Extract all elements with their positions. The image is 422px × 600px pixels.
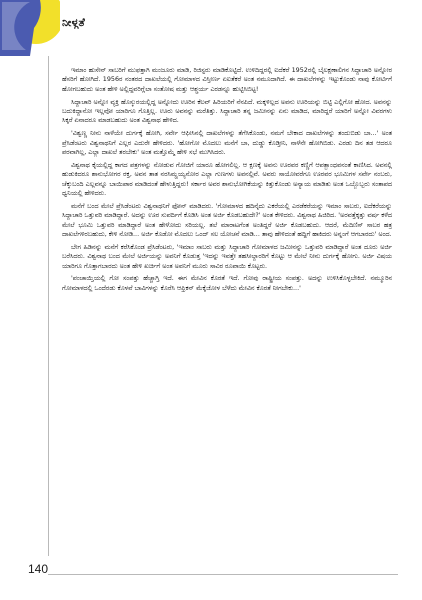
page-number: 140: [28, 562, 49, 576]
paragraph: ಮನೆಗೆ ಬಂದ ಮೇಲೆ ಪ್ರೆಸಿಡೆಂಟರು ವಿಶ್ವನಾಥನಿಗೆ ಫೋನ್ ಮಾಡಿದರು. 'ಗೋಮಾಳದ ಹದಿನೈದು ಎಕರೆಯಲ್ಲಿ ಎರಡೆಕರೆಯನ್ನು ಇಮಾಂ ಸಾಬರು, ಐದೆಕರೆಯನ್ನು ಸಿದ್ದಾಚಾರಿ ಒತ್ತುವರಿ ಮಾಡಿದ್ದಾರೆ. ಅದನ್ನು ಊರ ಸುಪರ್ದಿಗೆ ಕೊಡಿಸಿ ಅಂತ ಅರ್ಜಿ ಕೊಡಬಹುದೇ?' ಅಂತ ಕೇಳಿದರು. ವಿಶ್ವನಾಥ ಹಿಜಿರಿದ. 'ಅರವತ್ತೆಕ್ಕತ್ತು ವರ್ಷ ಕಳೆದ ಮೇಲೆ ಭೂಮಿ ಒತ್ತುವರಿ ಮಾಡಿದ್ದಾರೆ ಅಂತ ಹೇಳೋದು ಸರಿಯಲ್ಲ. ತಲೆ ಮಾರಾಟಗೆಂತ ಅಂತಿದ್ದರೆ ಅರ್ಜಿ ಕೊಡಬಹುದು. ಆದರೆ, ಮೆದಿಣಿಸ್ ಸಾಬರ ಹತ್ರ ದಾಖಲೆಗಳಿರಬಹುದು, ಕೇಳಿ ನೋಡಿ... ಅರ್ಜಿ ಕೊಡೋ ಮೊದಲು ಒಂದ್ ಸಲ ಯೋಚನೆ ಮಾಡಿ... ತಾವು ಹೇಳಿದಂತೆ ಹದ್ದಿಗೆ ಹಾಕಿದರು ಅನ್ನಂಗೆ ಆಗಬಾರದು' ಅಂದ.: [62, 201, 392, 238]
left-margin-rule: [48, 56, 49, 556]
paragraph: ವಿಶ್ವನಾಥ ಕೈಯಲ್ಲಿದ್ದ ಕಾಗದ ಪತ್ರಗಳನ್ನು ನೋಡುವ ಗೋಜಿಗೆ ಯಾರೂ ಹೋಗಲಿಲ್ಲ. ಆ ಕ್ಷಣಕ್ಕೆ ಅವನು ಊರವರ ಕಣ್ಣಿಗೆ ಆಪತ್ಬಾಂಧವನಂತೆ ಕಾಣಿಸಿದ. ಅವನಲ್ಲಿ ಹುಡುಕಿದರೂ ಶಾನುಭೋಗರ ರಕ್ತ, ಅವನ ತಾತ ನರಸಿಮ್ಹಯ್ಯನೋರ ಎಲ್ಲಾ ಗುಣಗಳು ಅವನಲ್ಲಿವೆ. ಅವರು ಸಾಯೋವರೆಗೂ ಊರವರ ಭೂಮಿಗಳ ಸರ್ವೇ ನಂಬರು, ಚೆಕ್ಕುಬಂದಿ ಎಲ್ಲವನ್ನೂ ಬಾಯಿಪಾಠ ಮಾಡಿದಂತೆ ಹೇಳುತ್ತಿದ್ದರು! ಸರ್ಕಾರ ಅವರ ಶಾನುಭೋಗಿಕೆಯನ್ನು ಕಿತ್ತುಕೊಂಡು ಅನ್ಯಾಯ ಮಾಡಿತು ಅಂತ ಒಬ್ಬೊಬ್ಬರು ಸಂತಾಪದ ಧ್ವನಿಯಲ್ಲಿ ಹೇಳಿದರು.: [62, 160, 392, 197]
page-header-title: ನೀಳ್ಗತೆ: [62, 16, 86, 29]
paragraph: ಸಿದ್ದಾಚಾರಿ ಅನ್ನೋ ವ್ಯಕ್ತಿ ಹೊಸ್ಕುರಯಲ್ಲಿದ್ದ ಅನ್ನೋದು ಊರಿನ ಕೆಲವ್ ಹಿರಿಯರಿಗೆ ನೆನಪಿದೆ. ಮಕ್ಕಳಿಲ್ಲದ ಅವನು ಊರಿಯನ್ನು ಬಿಟ್ಟಿ ಎಲ್ಲಿಗೋ ಹೋದ. ಅವನನ್ನು ಬದುಕಿದ್ದಾನೋ ಇಲ್ಲವೋ ಯಾರಿಗೂ ಗೊತ್ತಿಲ್ಲ. ಊರು ಅವನನ್ನು ಮರೆತಿತ್ತು. ಸಿದ್ದಾಚಾರಿ ತನ್ನ ಜಮೀನನ್ನು ಏನು ಮಾಡಿದ, ಮಾರಿದ್ದರೆ ಯಾರಿಗೆ ಅನ್ನೋ ವಿವರಗಳು ಸಿಕ್ಕರೆ ಏನಾದರೂ ಮಾಡಬಹುದು ಅಂತ ವಿಶ್ವನಾಥ ಹೇಳಿದ.: [62, 97, 392, 125]
bottom-rule: [48, 574, 398, 575]
paragraph: ಇಮಾಂ ಹುಸೇನ್ ಸಾಬರಿಗೆ ಮುಫತ್ತಾಗಿ ಮಂಜೂರು ಮಾಡಿ, ರಿಜಿಸ್ಟರು ಮಾಡಿಕೊಟ್ಟಿದೆ. ಉಳಿದಿದ್ದರಲ್ಲಿ ಐದೆಕರೆ 1952ರಲ್ಲಿ ಬೈಲಕ್ಷಣಾಲಿಗನ ಸಿದ್ದಾಚಾರಿ ಅನ್ನೋರ ಹೆಸರಿಗೆ ಹೋಗಿದೆ. 1956ರ ನಂತರದ ದಾಖಲೆಯಲ್ಲಿ ಗೋಮಾಳದ ವಿಸ್ತೀರ್ಣ ಏಐತೆಕರೆ ಅಂತ ನಮೂದಾಗಿದೆ. ಈ ದಾಖಲೆಗಳನ್ನು ಇಟ್ಟುಕೊಂಡು ನಾವು ಕೋರ್ಟಿಗೆ ಹೋಗಬಹುದು ಅಂತ ಹೇಳಿ ಅಲ್ಲಿದ್ದವರಿಗ್ಲೆಲಾ ಸಂತೋಷ ಮತ್ತು ಆಶ್ಚರ್ಯ ಎರಡನ್ನೂ ಹುಟ್ಟಿಸಿಬಿಟ್ಟ!: [62, 66, 392, 93]
corner-decoration: [0, 0, 60, 56]
body-text: [62, 66, 392, 562]
paragraph: ಬೇಗ ಹಿಡಿನನ್ನು ಮನೆಗೆ ಕರೆಸಿಕೊಂಡ ಪ್ರೆಸಿಡೆಂಟರು, 'ಇಮಾಂ ಸಾಬರು ಮತ್ತು ಸಿದ್ದಾಚಾರಿ ಗೋಮಾಳದ ಜಮೀನನ್ನು ಒತ್ತುವರಿ ಮಾಡಿದ್ದಾರೆ ಅಂತ ದೂರು ಅರ್ಜಿ ಬರೆಸಿದರು. ವಿಶ್ವನಾಥ ಬಂದ ಮೇಲೆ ಅರ್ಜಿಯನ್ನು ಅವನಿಗೆ ಕೊಡುತ್ತ 'ಇದನ್ನು ಇವತ್ತೇ ತಹಸೀಲ್ದಾರರಿಗೆ ಕೊಟ್ಟು ಆ ಮೇಲೆ ನೀನು ದುರ್ಗಕ್ಕೆ ಹೋಗು. ಅರ್ಜಿ ವಿಷಯ ಯಾರಿಗೂ ಗೊತ್ತಾಗಬಾರದು ಅಂತ ಹೇಳಿ ಖರ್ಚಿಗೆ ಅಂತ ಅವನಿಗೆ ಮೂರು ಸಾವಿರ ರೂಪಾಯಿ ಕೊಟ್ಟರು.: [62, 242, 392, 270]
paragraph: 'ವಿಶ್ವಣ್ಣ ನೀನು ನಾಳೆಯೇ ದುರ್ಗಕ್ಕೆ ಹೋಗಿ, ಸರ್ವೇ ಆಫೀಸಿನಲ್ಲಿ ದಾಖಲೆಗಳನ್ನು ತೆಗೆಸಿಕೊಂಡು, ನಮಗೆ ಬೇಕಾದ ದಾಖಲೆಗಳನ್ನು ತಂದುಬಿಡು ಬಾ...' ಅಂತ ಪ್ರೆಸಿಡೆಂಟರು ವಿಶ್ವನಾಥನಿಗೆ ಎಲ್ಲರ ಎದುರೇ ಹೇಳಿದರು. 'ಹೋಗೋ ಮೊದಲು ಮನೆಗೆ ಬಾ, ದುಡ್ಡು ಕೊಡ್ತೀನಿ, ನಾಳೆನೇ ಹೋಗಿಬಿಡು. ಎರಡು ದಿನ ತಡ ಆದರೂ ಪರವಾಗಿಲ್ಲ, ಎಲ್ಲಾ ದಾಖಲೆ ತರಬೇಕು' ಅಂತ ಮತ್ತೊಮ್ಮೆ ಹೇಳಿ ಸಭೆ ಮುಗಿಸಿದರು.: [62, 129, 392, 156]
paragraph: 'ಪಂಚಾಯ್ತಿಯಲ್ಲಿ ಗೋ ಸಂಪತ್ತು ಹೆಚ್ಚಾಗ್ತಿ ಇದೆ. ಈಗ ಮೇವಿನ ಕೊರತೆ ಇದೆ. ಗೋವು ರಾಷ್ಟ್ರೀಯ ಸಂಪತ್ತು. ಅದನ್ನು ಉಳಿಸಿಕೊಳ್ಳಬೇಕಿದೆ. ನಮ್ಮೂರಿನ ಗೋಮಾಳದಲ್ಲಿ ಒಂದೆರಡು ಕೊಳವೆ ಬಾವಿಗಳನ್ನು ಕೊರೆಸಿ ಆಫ್ರಿಕನ್ ಮೆಕ್ಕೆಜೋಳ ಬೆಳೆದು ಮೇವಿನ ಕೊರತೆ ನೀಗಬೇಕು...': [62, 274, 392, 292]
